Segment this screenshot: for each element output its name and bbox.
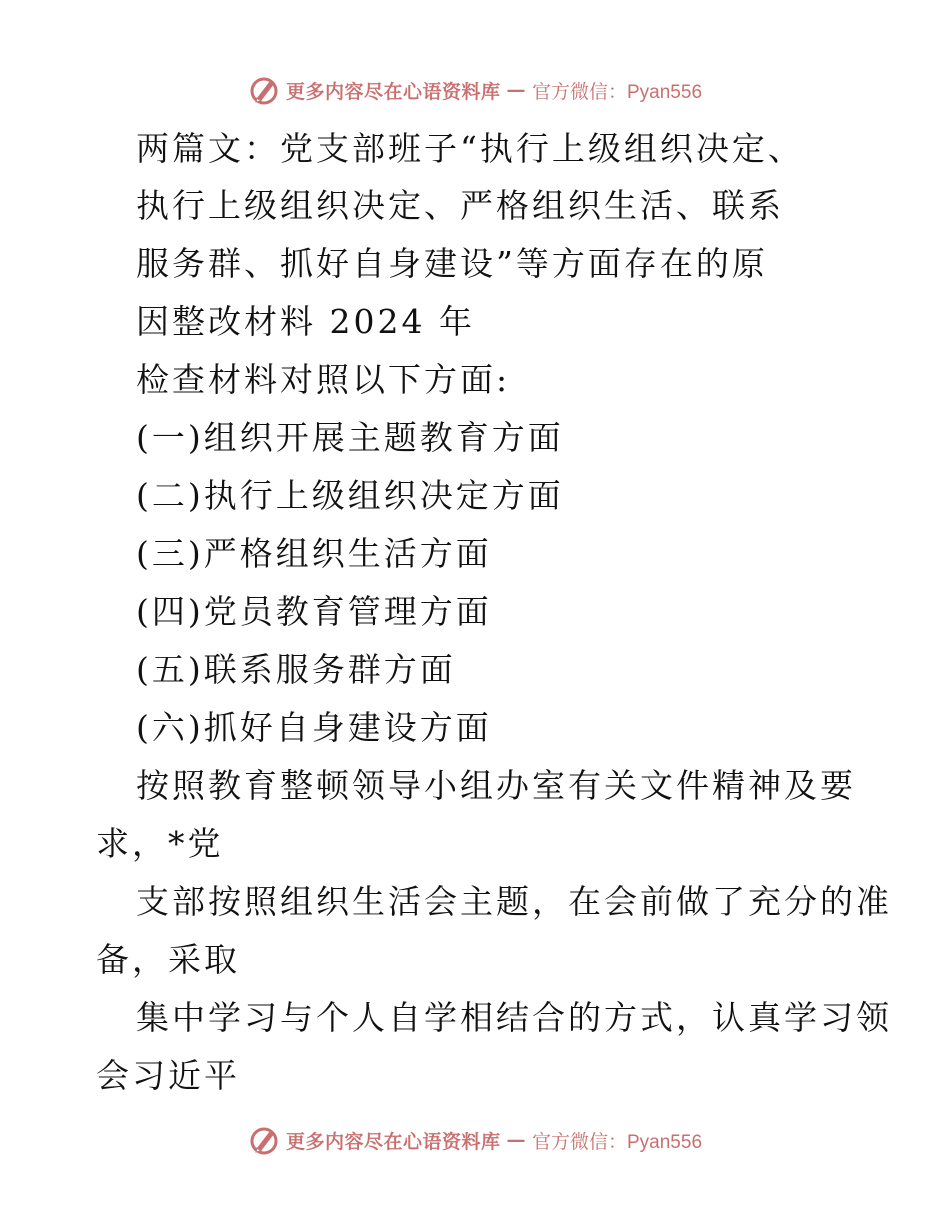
doc-paragraph-line: 备，采取 [96, 940, 240, 979]
doc-list-item-3: (三)严格组织生活方面 [136, 534, 492, 573]
doc-title-line-1: 两篇文：党支部班子“执行上级组织决定、 [136, 129, 804, 168]
watermark-site-text: 更多内容尽在心语资料库 [285, 1130, 501, 1153]
watermark-banner-top [0, 70, 950, 110]
watermark-content [248, 1124, 702, 1156]
doc-list-item-1: (一)组织开展主题教育方面 [136, 418, 564, 457]
doc-paragraph-line: 支部按照组织生活会主题，在会前做了充分的准 [136, 882, 892, 921]
watermark-wechat-text: 官方微信：Pyan556 [532, 1131, 703, 1153]
pen-logo-icon [248, 74, 280, 106]
doc-list-item-5: (五)联系服务群方面 [136, 650, 456, 689]
doc-paragraph-line: 会习近平 [96, 1056, 240, 1095]
doc-title-line-3: 服务群、抓好自身建设”等方面存在的原 [136, 244, 768, 283]
doc-list-item-2: (二)执行上级组织决定方面 [136, 476, 564, 515]
watermark-banner-bottom [0, 1120, 950, 1160]
watermark-site-text: 更多内容尽在心语资料库 [285, 80, 501, 103]
pen-logo-icon [248, 1124, 280, 1156]
doc-paragraph-line: 集中学习与个人自学相结合的方式，认真学习领 [136, 998, 892, 1037]
doc-paragraph-line: 检查材料对照以下方面: [136, 360, 511, 399]
doc-paragraph-line: 按照教育整顿领导小组办室有关文件精神及要 [136, 766, 856, 805]
doc-list-item-6: (六)抓好自身建设方面 [136, 708, 492, 747]
watermark-content [248, 74, 702, 106]
watermark-separator: — [506, 1129, 526, 1151]
watermark-separator: — [506, 79, 526, 101]
doc-list-item-4: (四)党员教育管理方面 [136, 592, 492, 631]
doc-title-line-4: 因整改材料 2024 年 [136, 302, 475, 341]
doc-title-line-2: 执行上级组织决定、严格组织生活、联系 [136, 186, 784, 225]
watermark-wechat-text: 官方微信：Pyan556 [532, 81, 703, 103]
doc-paragraph-line: 求，*党 [96, 824, 224, 863]
